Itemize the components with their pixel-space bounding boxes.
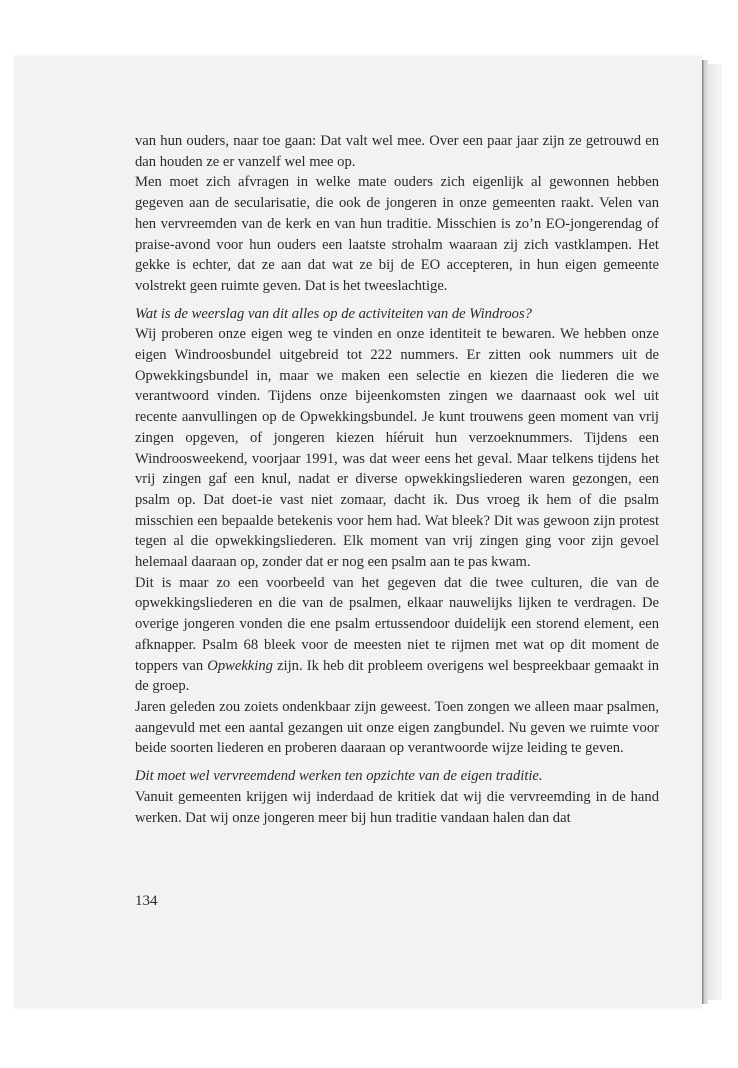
body-text [135, 131, 659, 828]
paragraph-4-part-b: zijn. Ik heb dit probleem overigens wel bespreekbaar gemaakt in de groep. [135, 657, 659, 695]
interview-question-2: Dit moet wel vervreemdend werken ten opzichte van de eigen traditie. [135, 768, 543, 785]
paragraph-4-emphasis: Opwekking [207, 657, 273, 674]
interview-question-1: Wat is de weerslag van dit alles op de activiteiten van de Windroos? [135, 305, 532, 322]
page-stack-edge [708, 64, 722, 1000]
paragraph-5: Jaren geleden zou zoiets ondenkbaar zijn geweest. Toen zongen we alleen maar psalmen, aangevuld met een aantal gezangen uit onze eigen zangbundel. Nu geven we ruimte voor beide soorten liederen en proberen daaraan op verantwoorde wijze leiding te geven. [135, 698, 659, 757]
paragraph-4 [135, 573, 659, 697]
paragraph-4-part-a: Dit is maar zo een voorbeeld van het gegeven dat die twee culturen, die van de opwekkingsliederen en die van de psalmen, elkaar nauwelijks lijken te verdragen. De overige jongeren vonden die ene psalm ertussendoor duidelijk een storend element, een afknapper. Psalm 68 bleek voor de meesten niet te rijmen met wat op dit moment de toppers van [135, 574, 659, 674]
paragraph-6: Vanuit gemeenten krijgen wij inderdaad de kritiek dat wij die vervreemding in de hand werken. Dat wij onze jongeren meer bij hun traditie vandaan halen dan dat [135, 788, 659, 826]
paragraph-2: Men moet zich afvragen in welke mate ouders zich eigenlijk al gewonnen hebben gegeven aan de secularisatie, die ook de jongeren in onze gemeenten raakt. Velen van hen vervreemden van de kerk en van hun traditie. Misschien is zo’n EO-jongerendag of praise-avond voor hun ouders een laatste strohalm waaraan zij zich vastklampen. Het gekke is echter, dat ze aan dat wat ze bij de EO accepteren, in hun eigen gemeente volstrekt geen ruimte geven. Dat is het tweeslachtige. [135, 174, 659, 294]
paragraph-3: Wij proberen onze eigen weg te vinden en onze identiteit te bewaren. We hebben onze eigen Windroosbundel uitgebreid tot 222 nummers. Er zitten ook nummers uit de Opwekkingsbundel in, maar we maken een selectie en kiezen die liederen die we verantwoord vinden. Tijdens onze bijeenkomsten zingen we daarnaast ook wel uit recente aanvullingen op de Opwekkingsbundel. Je kunt trouwens geen moment van vrij zingen opgeven, of jongeren kiezen híéruit hun verzoeknummers. Tijdens een Windroosweekend, voorjaar 1991, was dat weer eens het geval. Maar telkens tijdens het vrij zingen gaf een knul, nadat er diverse opwekkingsliederen waren gezongen, een psalm op. Dat doet-ie vast niet zomaar, dacht ik. Dus vroeg ik hem of die psalm misschien een bepaalde betekenis voor hem had. Wat bleek? Dit was gewoon zijn protest tegen al die opwekkingsliederen. Elk moment van vrij zingen ging voor zijn gevoel helemaal daaraan op, zonder dat er nog een psalm aan te pas kwam. [135, 326, 659, 571]
paragraph-1: van hun ouders, naar toe gaan: Dat valt wel mee. Over een paar jaar zijn ze getrouwd en dan houden ze er vanzelf wel mee op. [135, 133, 659, 170]
page-number: 134 [135, 893, 158, 909]
